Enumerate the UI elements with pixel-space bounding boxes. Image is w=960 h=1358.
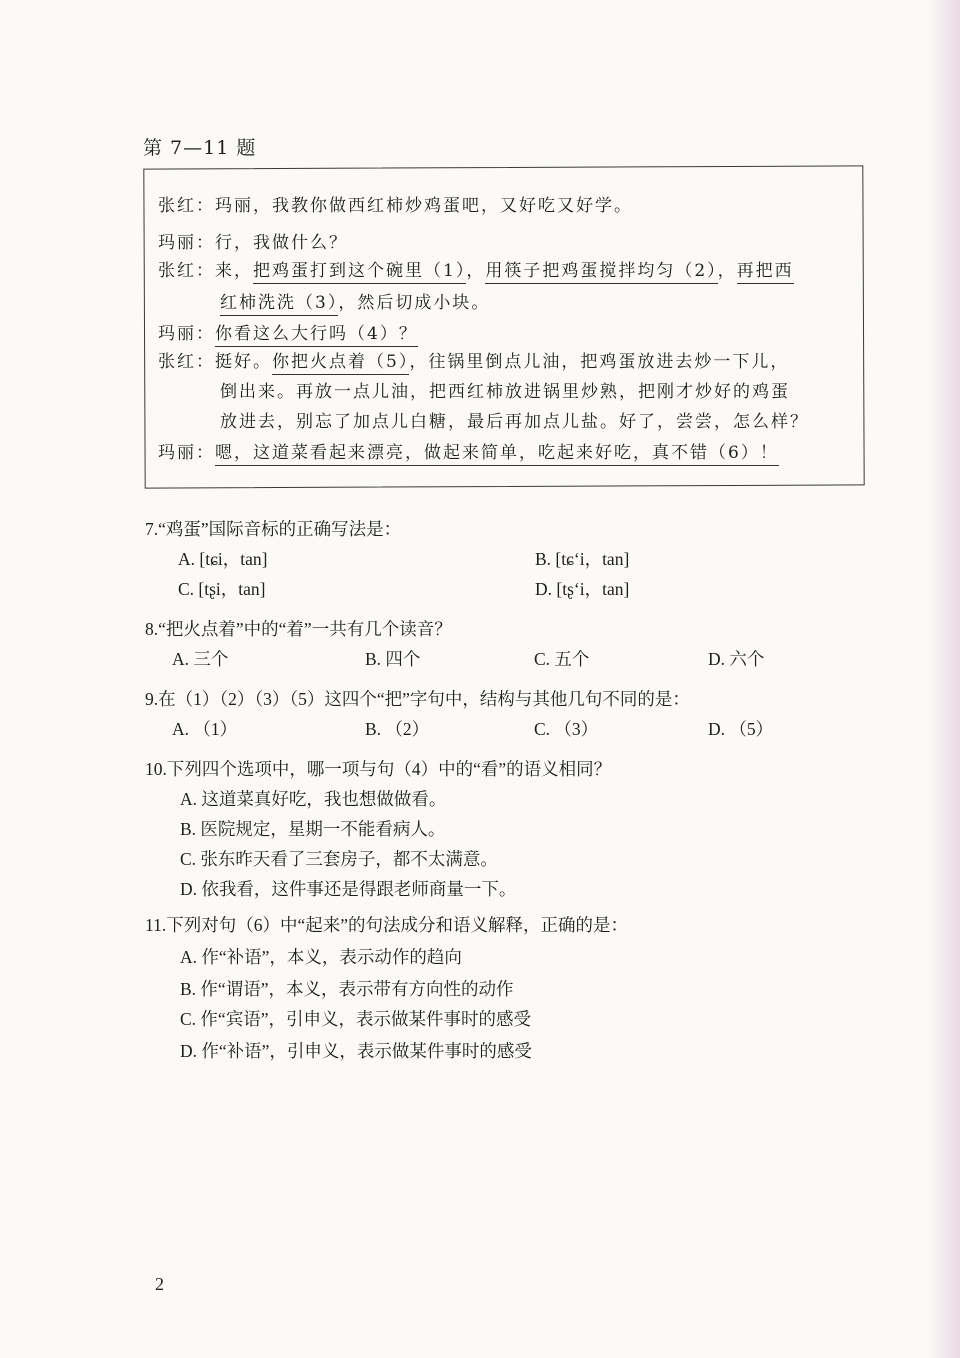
- question-number: 8.: [145, 619, 159, 639]
- dialog-text: ，: [717, 261, 737, 281]
- answer-option-b[interactable]: B. 四个: [365, 649, 421, 669]
- underlined-sentence: 你看这么大行吗（4）？: [215, 324, 418, 347]
- question-number: 10.: [145, 759, 167, 779]
- speaker-label: 玛丽：: [158, 233, 215, 253]
- page-number: 2: [155, 1274, 164, 1294]
- dialog-line: [158, 438, 779, 463]
- answer-option-b[interactable]: B. （2）: [365, 719, 430, 739]
- answer-option-c[interactable]: C. [tʂi，tan]: [178, 579, 266, 599]
- page-edge-shadow: [928, 0, 960, 1358]
- section-title: 第 7—11 题: [143, 137, 257, 159]
- question-stem: [145, 912, 628, 937]
- dialog-text: 来，: [215, 261, 253, 281]
- answer-option-d[interactable]: D. 作“补语”，引申义，表示做某件事时的感受: [180, 1041, 532, 1061]
- dialog-line: [220, 288, 490, 313]
- underlined-sentence: 再把西: [737, 261, 794, 284]
- question-stem: [145, 516, 401, 541]
- underlined-sentence: 你把火点着（5）: [272, 352, 409, 375]
- question-text: 下列对句（6）中“起来”的句法成分和语义解释，正确的是：: [166, 915, 629, 935]
- question-number: 11.: [145, 915, 167, 935]
- dialog-line: [220, 407, 809, 432]
- answer-option-d[interactable]: D. 依我看，这件事还是得跟老师商量一下。: [180, 879, 517, 899]
- dialog-line: [158, 228, 348, 253]
- dialog-text: 放进去，别忘了加点儿白糖，最后再加点儿盐。好了，尝尝，怎么样？: [220, 412, 809, 432]
- answer-option-b[interactable]: B. 作“谓语”，本义，表示带有方向性的动作: [180, 979, 514, 999]
- answer-option-a[interactable]: A. [tɕi，tan]: [178, 549, 268, 569]
- answer-option-c[interactable]: C. 五个: [534, 649, 590, 669]
- dialog-line: [220, 377, 790, 402]
- speaker-label: 张红：: [158, 196, 215, 216]
- answer-option-c[interactable]: C. 张东昨天看了三套房子，都不太满意。: [180, 849, 498, 869]
- dialog-line: [158, 319, 418, 344]
- answer-option-c[interactable]: C. 作“宾语”，引申义，表示做某件事时的感受: [180, 1009, 531, 1029]
- question-text: 下列四个选项中，哪一项与句（4）中的“看”的语义相同？: [166, 759, 612, 779]
- answer-option-b[interactable]: B. [tɕʻi，tan]: [535, 549, 630, 569]
- answer-option-d[interactable]: D. （5）: [708, 719, 774, 739]
- underlined-sentence: 用筷子把鸡蛋搅拌均匀（2）: [485, 261, 717, 284]
- underlined-sentence: 把鸡蛋打到这个碗里（1）: [253, 261, 466, 284]
- underlined-sentence: 红柿洗洗（3）: [220, 293, 338, 316]
- dialog-text: 玛丽，我教你做西红柿炒鸡蛋吧，又好吃又好学。: [215, 196, 633, 216]
- answer-option-d[interactable]: D. 六个: [708, 649, 765, 669]
- question-stem: [145, 756, 611, 781]
- dialog-text: 行，我做什么？: [215, 233, 348, 253]
- dialog-text: 挺好。: [215, 352, 272, 372]
- answer-option-a[interactable]: A. （1）: [172, 719, 238, 739]
- dialog-text: ，然后切成小块。: [338, 293, 491, 313]
- dialog-line: [158, 191, 633, 216]
- underlined-sentence: 嗯，这道菜看起来漂亮，做起来简单，吃起来好吃，真不错（6）！: [215, 443, 779, 466]
- question-stem: [145, 686, 690, 711]
- answer-option-a[interactable]: A. 三个: [172, 649, 229, 669]
- speaker-label: 玛丽：: [158, 324, 215, 344]
- question-number: 9.: [145, 689, 159, 709]
- dialog-text: 倒出来。再放一点儿油，把西红柿放进锅里炒熟，把刚才炒好的鸡蛋: [220, 382, 790, 402]
- dialog-text: ，往锅里倒点儿油，把鸡蛋放进去炒一下儿，: [409, 352, 790, 372]
- dialog-text: ，: [466, 261, 486, 281]
- answer-option-a[interactable]: A. 这道菜真好吃，我也想做做看。: [180, 789, 447, 809]
- speaker-label: 张红：: [158, 261, 215, 281]
- question-number: 7.: [145, 519, 159, 539]
- question-text: “鸡蛋”国际音标的正确写法是：: [158, 519, 402, 539]
- dialog-line: [158, 347, 789, 372]
- question-text: “把火点着”中的“着”一共有几个读音？: [158, 619, 452, 639]
- dialog-line: [158, 256, 794, 281]
- answer-option-c[interactable]: C. （3）: [534, 719, 599, 739]
- question-stem: [145, 616, 452, 641]
- speaker-label: 玛丽：: [158, 443, 215, 463]
- answer-option-b[interactable]: B. 医院规定，星期一不能看病人。: [180, 819, 446, 839]
- speaker-label: 张红：: [158, 352, 215, 372]
- question-text: 在（1）（2）（3）（5）这四个“把”字句中，结构与其他几句不同的是：: [158, 689, 690, 709]
- answer-option-a[interactable]: A. 作“补语”，本义，表示动作的趋向: [180, 947, 462, 967]
- answer-option-d[interactable]: D. [tʂʻi，tan]: [535, 579, 630, 599]
